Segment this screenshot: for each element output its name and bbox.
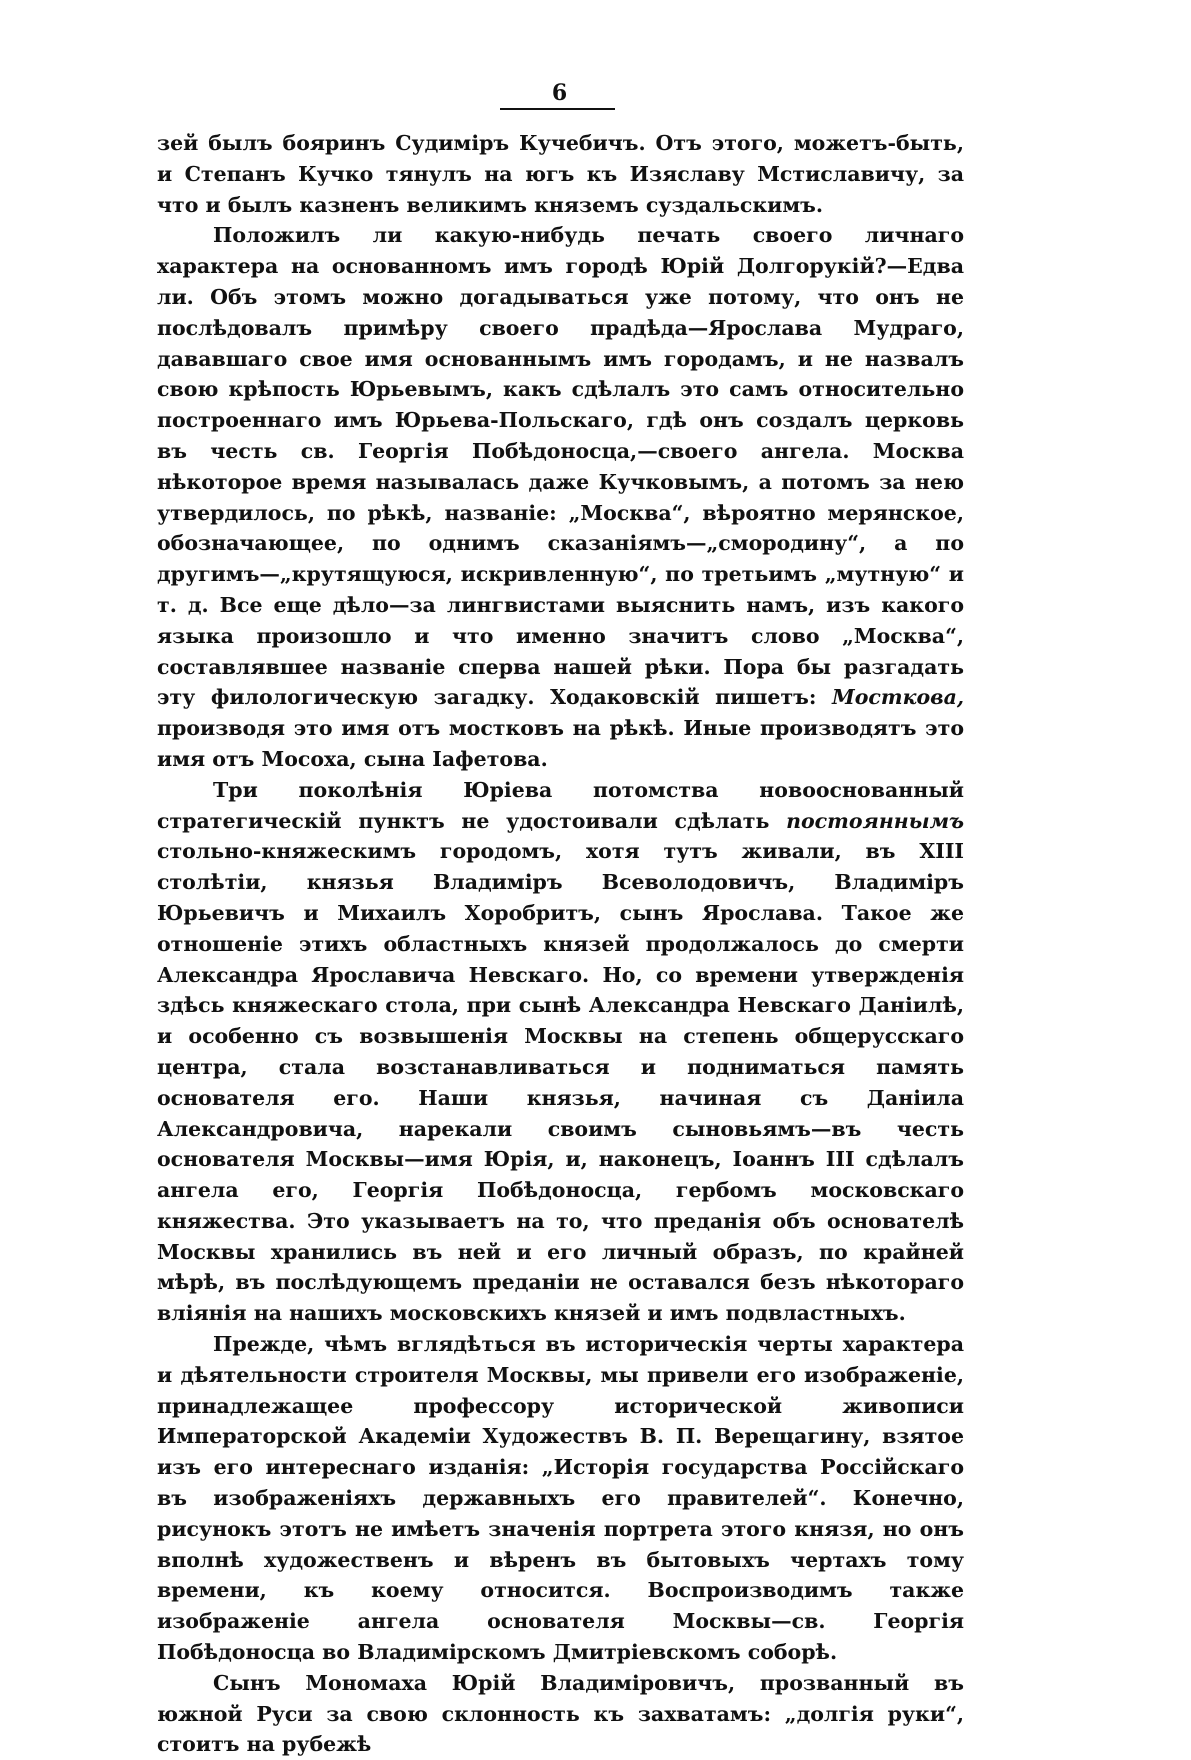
paragraph-2-italic-word: Мосткова, xyxy=(832,685,964,710)
page-number: 6 xyxy=(551,80,569,106)
paragraph-3-before-italic: Три поколѣнія Юріева потомства новооснованный стратегическій пунктъ не удостоивали сдѣлать xyxy=(157,777,964,833)
paragraph-2 xyxy=(157,220,964,774)
paragraph-3-after-italic: стольно-княжескимъ городомъ, хотя тутъ живали, въ XIII столѣтіи, князья Владиміръ Всеволодовичъ, Владиміръ Юрьевичъ и Михаилъ Хоробритъ, сынъ Ярослава. Такое же отношеніе этихъ областныхъ князей продолжалось до смерти Александра Ярославича Невскаго. Но, со времени утвержденія здѣсь княжескаго стола, при сынѣ Александра Невскаго Даніилѣ, и особенно съ возвышенія Москвы на степень общерусскаго центра, стала возстанавливаться и подниматься память основателя его. Наши князья, начиная съ Даніила Александровича, нарекали своимъ сыновьямъ—въ честь основателя Москвы—имя Юрія, и, наконецъ, Іоаннъ III сдѣлалъ ангела его, Георгія Побѣдоносца, гербомъ московскаго княжества. Это указываетъ на то, что преданія объ основателѣ Москвы хранились въ ней и его личный образъ, по крайней мѣрѣ, въ послѣдующемъ преданіи не оставался безъ нѣкотораго вліянія на нашихъ московскихъ князей и имъ подвластныхъ. xyxy=(157,839,964,1326)
paragraph-3-italic-word: постояннымъ xyxy=(786,808,964,833)
paragraph-4: Прежде, чѣмъ вглядѣться въ историческія черты характера и дѣятельности строителя Москвы, мы привели его изображеніе, принадлежащее профессору исторической живописи Императорской Академіи Художествъ В. П. Верещагину, взятое изъ его интереснаго изданія: „Исторія государства Россійскаго въ изображеніяхъ державныхъ его правителей“. Конечно, рисунокъ этотъ не имѣетъ значенія портрета этого князя, но онъ вполнѣ художественъ и вѣренъ въ бытовыхъ чертахъ тому времени, къ коему относится. Воспроизводимъ также изображеніе ангела основателя Москвы—св. Георгія Побѣдоносца во Владимірскомъ Дмитріевскомъ соборѣ. xyxy=(157,1332,964,1665)
text-body xyxy=(157,128,964,1760)
paragraph-2-tail: производя это имя отъ мостковъ на рѣкѣ. Иные производятъ это имя отъ Мосоха, сына Іафетова. xyxy=(157,716,964,771)
paragraph-1: зей былъ бояринъ Судиміръ Кучебичъ. Отъ этого, можетъ-быть, и Степанъ Кучко тянулъ на югъ къ Изяславу Мстиславичу, за что и былъ казненъ великимъ княземъ суздальскимъ. xyxy=(157,131,964,217)
paragraph-2-main: Положилъ ли какую-нибудь печать своего личнаго характера на основанномъ имъ городѣ Юрій Долгорукій?—Едва ли. Объ этомъ можно догадываться уже потому, что онъ не послѣдовалъ примѣру своего прадѣда—Ярослава Мудраго, дававшаго свое имя основаннымъ имъ городамъ, и не назвалъ свою крѣпость Юрьевымъ, какъ сдѣлалъ это самъ относительно построеннаго имъ Юрьева-Польскаго, гдѣ онъ создалъ церковь въ честь св. Георгія Побѣдоносца,—своего ангела. Москва нѣкоторое время называлась даже Кучковымъ, а потомъ за нею утвердилось, по рѣкѣ, названіе: „Москва“, вѣроятно мерянское, обозначающее, по однимъ сказаніямъ—„смородину“, а по другимъ—„крутящуюся, искривленную“, по третьимъ „мутную“ и т. д. Все еще дѣло—за лингвистами выяснить намъ, изъ какого языка произошло и что именно значитъ слово „Москва“, составлявшее названіе сперва нашей рѣки. Пора бы разгадать эту филологическую загадку. Ходаковскій пишетъ: xyxy=(157,223,964,710)
header-rule xyxy=(500,108,615,110)
paragraph-5: Сынъ Мономаха Юрій Владиміровичъ, прозванный въ южной Руси за свою склонность къ захватамъ: „долгія руки“, стоитъ на рубежѣ xyxy=(157,1670,964,1757)
paragraph-3 xyxy=(157,775,964,1329)
